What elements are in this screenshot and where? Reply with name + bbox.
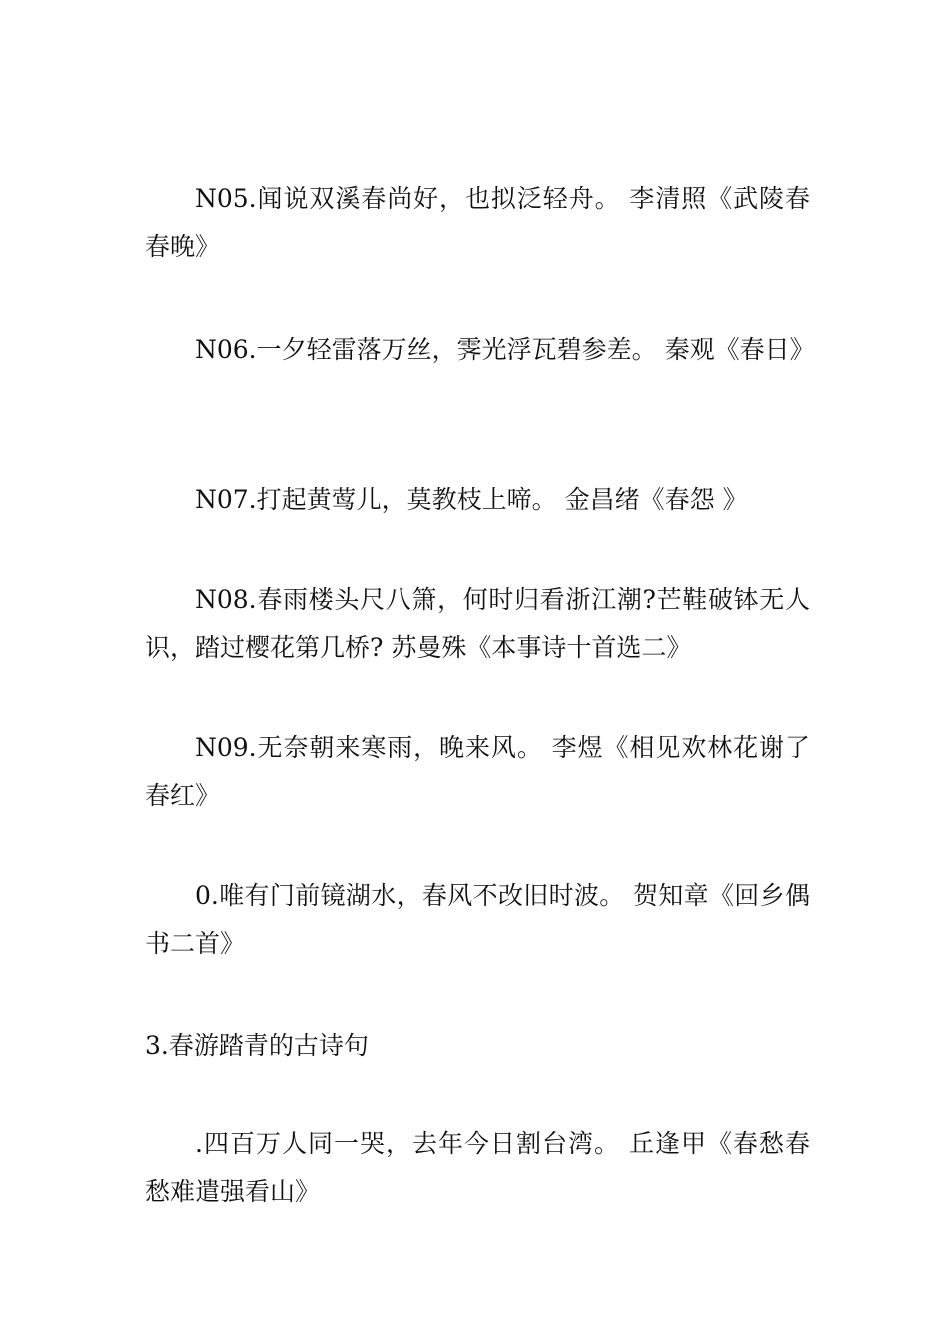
section-heading: 3.春游踏青的古诗句 xyxy=(145,1031,369,1060)
poem-line-section3-first: .四百万人同一哭，去年今日割台湾。 丘逢甲《春愁春愁难遣强看山》 xyxy=(145,1129,810,1206)
poem-line-n06: N06.一夕轻雷落万丝，霁光浮瓦碧参差。 秦观《春日》 xyxy=(195,335,815,364)
poem-line-n09: N09.无奈朝来寒雨，晚来风。 李煜《相见欢林花谢了春红》 xyxy=(145,733,810,810)
poem-line-n07: N07.打起黄莺儿，莫教枝上啼。 金昌绪《春怨 》 xyxy=(195,485,748,514)
poem-line-n08: N08.春雨楼头尺八箫，何时归看浙江潮?芒鞋破钵无人识，踏过樱花第几桥? 苏曼殊《本事诗十首选二》 xyxy=(145,585,810,662)
poem-line-0: 0.唯有门前镜湖水，春风不改旧时波。 贺知章《回乡偶书二首》 xyxy=(145,881,810,958)
poem-line-n05: N05.闻说双溪春尚好，也拟泛轻舟。 李清照《武陵春春晚》 xyxy=(145,184,810,261)
